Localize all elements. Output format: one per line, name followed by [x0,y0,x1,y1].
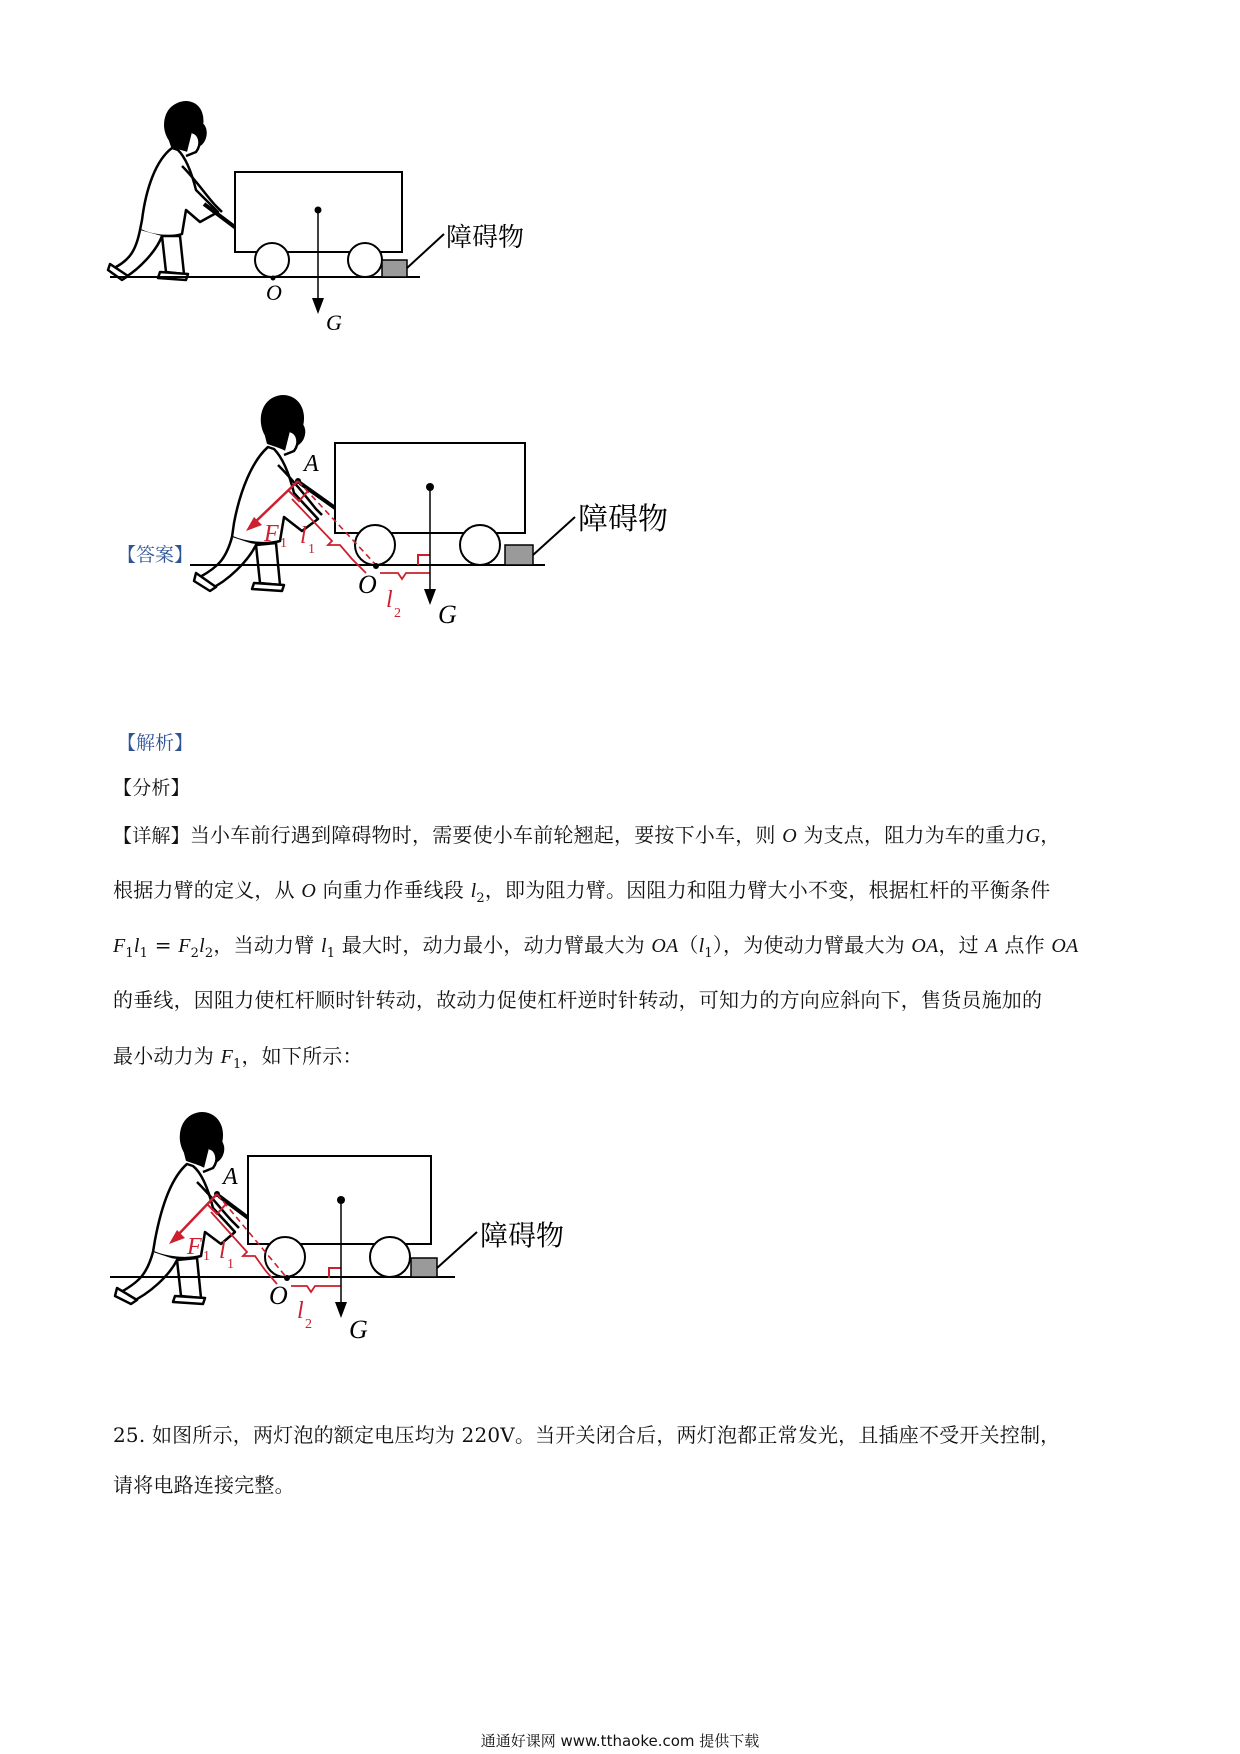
gravity-label: G [349,1315,368,1344]
question-25-line-1: 25. 如图所示，两灯泡的额定电压均为 220V。当开关闭合后，两灯泡都正常发光，且插座不受开关控制， [113,1423,1061,1447]
arm1-label: l [300,523,307,549]
svg-text:2: 2 [394,606,401,621]
svg-text:1: 1 [308,542,315,557]
svg-text:1: 1 [227,1257,234,1272]
figure-3 [115,1112,635,1412]
figure-2 [190,395,710,715]
obstacle-block [505,545,533,565]
pivot-label: O [358,570,377,599]
svg-text:1: 1 [280,536,287,551]
pivot-label: O [266,280,282,305]
obstacle-label: 障碍物 [480,1219,565,1252]
person-figure [194,396,322,591]
rear-wheel [348,243,382,277]
force-label: F [187,1234,202,1260]
front-wheel [265,1237,305,1277]
solution-line-3: $F_1l_1 = F_2l_2$，当动力臂 $l_1$ 最大时，动力最小，动力臂最大为 $OA(l_1)$，为使动力臂最大为 OA，过 A 点作 OA [113,933,1079,961]
obstacle-label: 障碍物 [578,502,668,537]
solution-line-5: 最小动力为 $F_1$，如下所示： [113,1044,363,1072]
svg-text:2: 2 [305,1317,312,1332]
front-wheel [255,243,289,277]
point-a-label: A [223,1164,238,1190]
gravity-label: G [326,310,342,335]
person-figure [108,102,222,280]
pivot-label: O [269,1281,288,1310]
obstacle-label: 障碍物 [446,223,525,253]
gravity-arrow-icon [312,298,324,314]
force-label: F [264,521,279,547]
arm2-label: l [297,1298,304,1324]
figure-1 [100,100,540,380]
analysis-label: 【解析】 [117,732,194,754]
solution-line-4: 的垂线，因阻力使杠杆顺时针转动，故动力促使杠杆逆时针转动，可知力的方向应斜向下，售货员施加的 [113,988,1043,1012]
page-footer: 通通好课网 www.tthaoke.com 提供下载 [480,1732,760,1750]
solution-line-1: 【详解】当小车前行遇到障碍物时，需要使小车前轮翘起，要按下小车，则 O 为支点，阻力为车的重力G， [113,823,1061,847]
front-wheel [355,525,395,565]
answer-label: 【答案】 [117,544,194,566]
question-25-line-2: 请将电路连接完整。 [113,1473,295,1497]
arm2-label: l [386,587,393,613]
gravity-arrow-icon [424,589,436,605]
svg-text:1: 1 [203,1249,210,1264]
obstacle-block [411,1258,437,1277]
rear-wheel [460,525,500,565]
rear-wheel [370,1237,410,1277]
person-figure [115,1113,239,1304]
gravity-arrow-icon [335,1302,347,1318]
gravity-label: G [438,600,457,629]
fenxi-label: 【分析】 [113,777,190,799]
point-a-label: A [304,451,319,477]
obstacle-block [382,260,407,277]
arm1-label: l [219,1238,226,1264]
solution-line-2: 根据力臂的定义，从 O 向重力作垂线段 $l_2$，即为阻力臂。因阻力和阻力臂大小不变，根据杠杆的平衡条件 [113,878,1051,906]
